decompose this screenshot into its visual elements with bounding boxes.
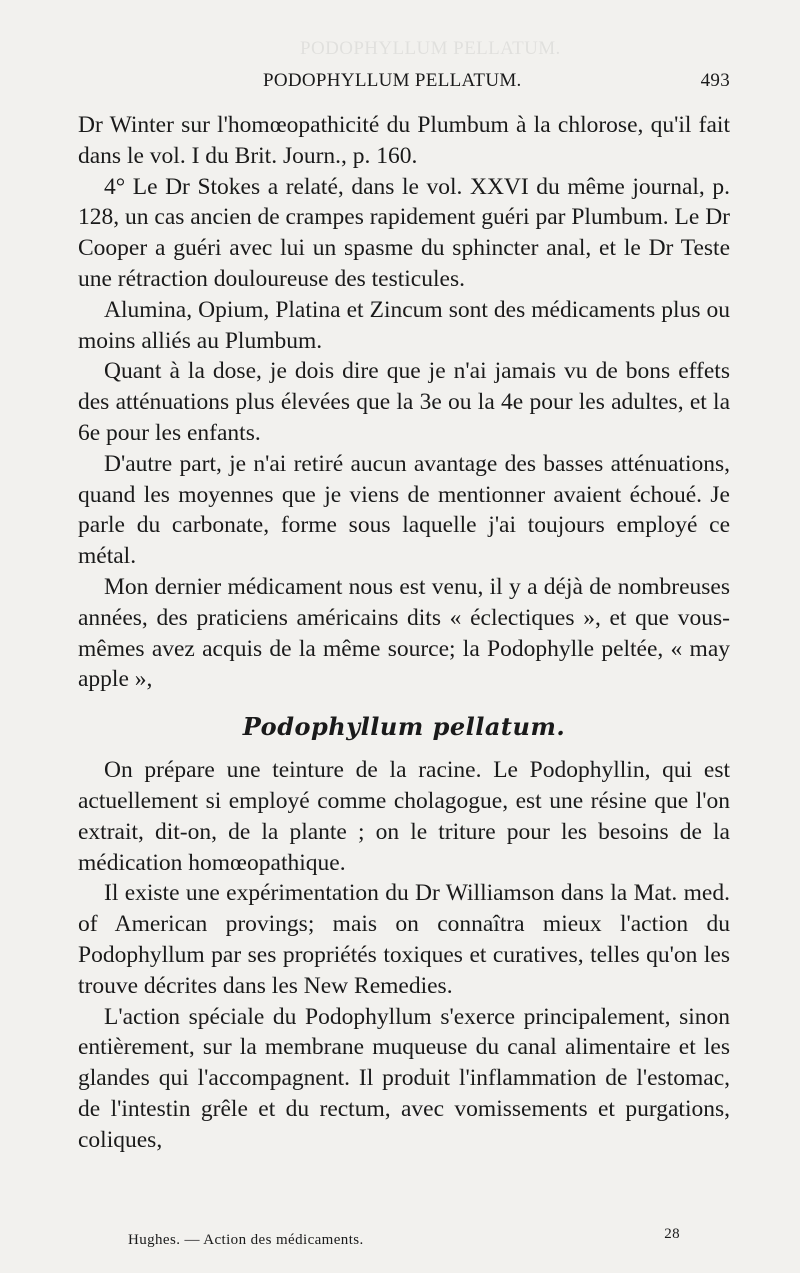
running-head bbox=[78, 70, 730, 100]
paragraph-last-medicine: Mon dernier médicament nous est venu, il y a déjà de nombreuses années, des praticiens américains dits « éclectiques », et que vous-mêmes avez acquis de la même source; la Podophylle peltée, « may apple », bbox=[78, 573, 730, 693]
body-text bbox=[78, 110, 730, 1156]
signature-number: 28 bbox=[664, 1226, 680, 1242]
paragraph-low-attenuations: D'autre part, je n'ai retiré aucun avantage des basses atténuations, quand les moyennes que je viens de mentionner avaient échoué. Je parle du carbonate, forme sous laquelle j'ai toujours employé ce métal. bbox=[78, 450, 730, 570]
page-number: 493 bbox=[700, 70, 730, 91]
footer-signature: Hughes. — Action des médicaments. bbox=[128, 1232, 364, 1248]
paragraph-allied-medicines: Alumina, Opium, Platina et Zincum sont des médicaments plus ou moins alliés au Plumbum. bbox=[78, 296, 730, 354]
paragraph-tincture: On prépare une teinture de la racine. Le Podophyllin, qui est actuellement si employé comme cholagogue, est une résine que l'on extrait, dit-on, de la plante ; on le triture pour les besoins de la médication homœopathique. bbox=[78, 757, 730, 876]
paragraph-dose: Quant à la dose, je dois dire que je n'ai jamais vu de bons effets des atténuations plus élevées que la 3e ou la 4e pour les adultes, et la 6e pour les enfants. bbox=[78, 358, 730, 446]
show-through-running-head: PODOPHYLLUM PELLATUM. bbox=[300, 38, 561, 59]
section-heading: Podophyllum pellatum. bbox=[242, 712, 566, 742]
running-title: PODOPHYLLUM PELLATUM. bbox=[263, 70, 522, 91]
paragraph-stokes: 4° Le Dr Stokes a relaté, dans le vol. XXVI du même journal, p. 128, un cas ancien de crampes rapidement guéri par Plumbum. Le Dr Cooper a guéri avec lui un spasme du sphincter anal, et le Dr Teste une rétraction douloureuse des testicules. bbox=[78, 173, 730, 292]
page-footer bbox=[128, 1226, 680, 1254]
paragraph-special-action: L'action spéciale du Podophyllum s'exerce principalement, sinon entièrement, sur la membrane muqueuse du canal alimentaire et les glandes qui l'accompagnent. Il produit l'inflammation de l'estomac, de l'intestin grêle et du rectum, avec vomissements et purgations, coliques, bbox=[78, 1003, 730, 1153]
paragraph-winter: Dr Winter sur l'homœopathicité du Plumbum à la chlorose, qu'il fait dans le vol. I du Brit. Journ., p. 160. bbox=[78, 112, 730, 169]
paragraph-williamson: Il existe une expérimentation du Dr Williamson dans la Mat. med. of American provings; mais on connaîtra mieux l'action du Podophyllum par ses propriétés toxiques et curatives, telles qu'on les trouve décrites dans les New Remedies. bbox=[78, 880, 730, 999]
